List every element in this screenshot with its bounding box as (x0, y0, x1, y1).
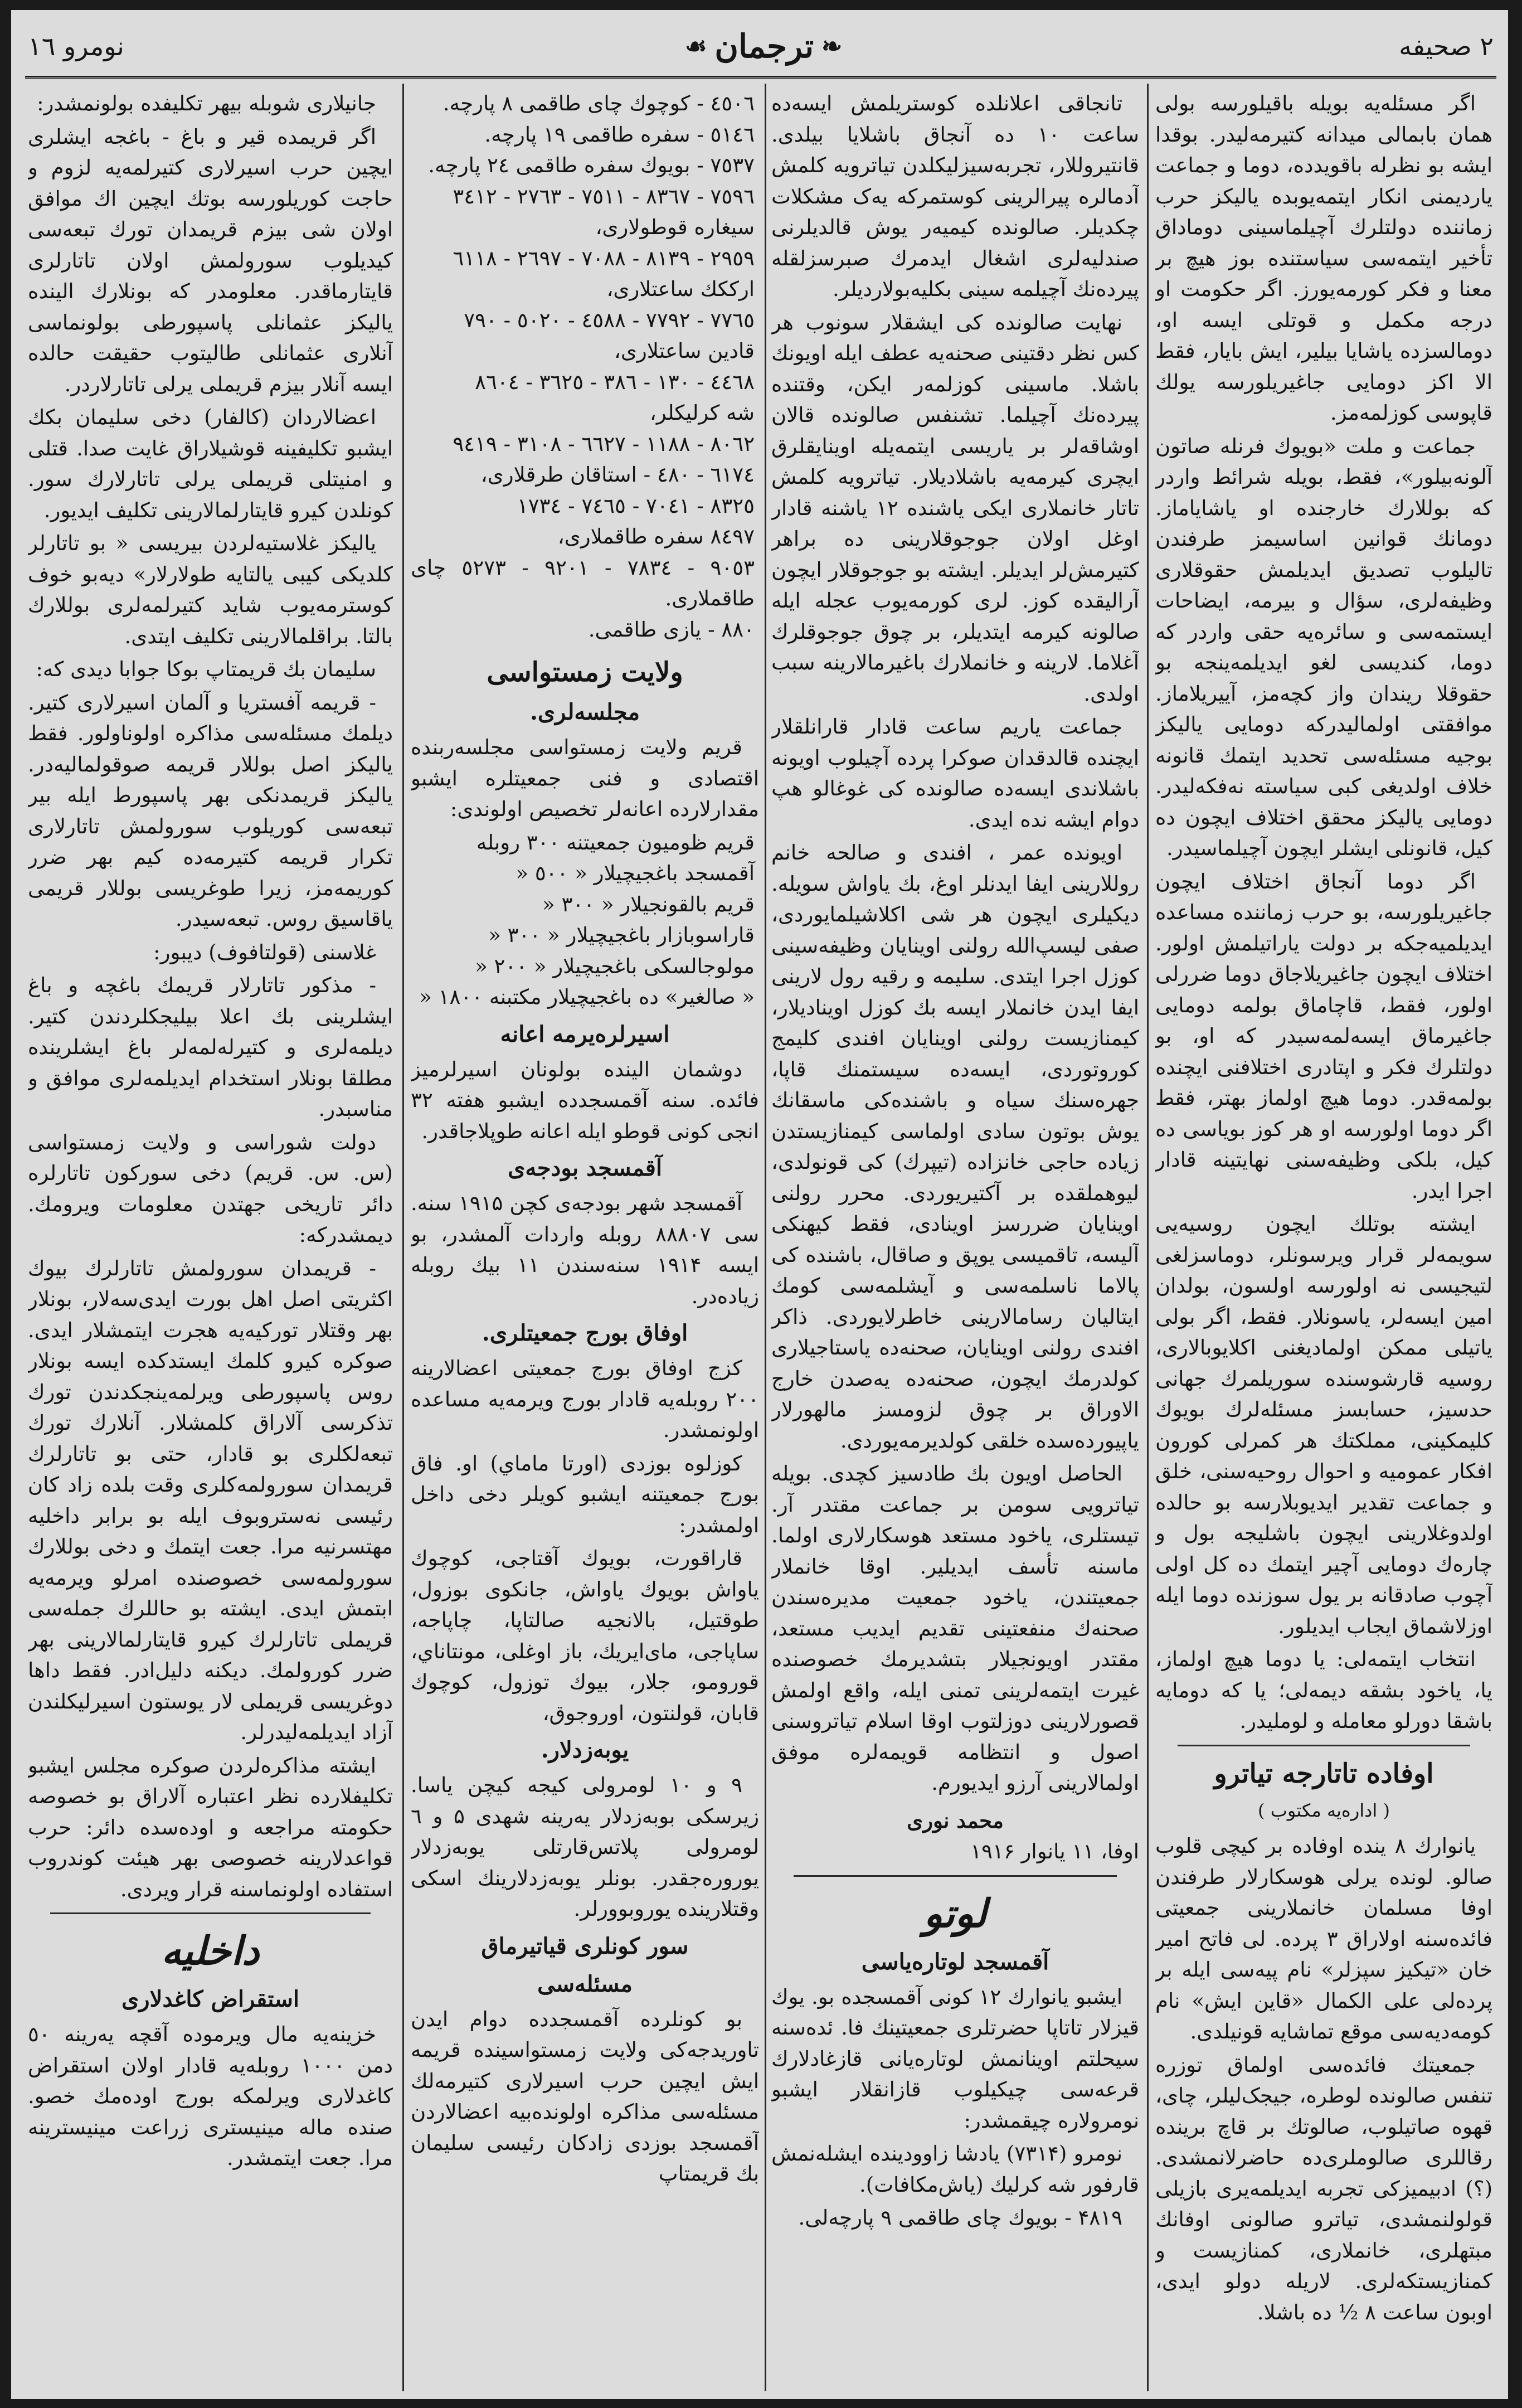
article-paragraph: ایشته بوتلك ایچون روسیه‌یی سویمه‌لر قرار ویرسونلر، دوماسزلغی لتیجیسی نه اولورسه اولسون، بولدان امین ایسه‌لر، یاسونلار. فقط، اگر بولی یاتیلی ممکن اولمادیغنی اکلایوبالاری، روسیه قارشوسنده سوریلمرك جهانی حدسیز، حسابسز مسئله‌لرك بویوك کلیمکینی، مملکتك هر کمرلی کورون افکار عمومیه و احوال روحیه‌سنی، خلق و جماعت تقدیر ایدیوبلارسه بو حالده اولدوغلارینی ایچون باشلیجه بول و چاره‌ك دومایی آچیر ایتمك ده کل اولی آچوب صادقانه بر یول سوزنده دوما ایله اوزلاشماق ایجاب ایدیلور. (1155, 1212, 1492, 1638)
article-paragraph: - مذکور تاتارلار قریمك باغچه و باغ ایشلرینی بك اعلا بیلیجکلردندن کتیر. دیلمه‌لری و کتیرله‌لمه‌لر باغ ایشلرینده مطلقا بونلار استخدام ایدیلمه‌لری موافق و مناسبدر. (28, 973, 393, 1121)
article-paragraph: اگر دوما آنجاق اختلاف ایچون جاغیریلورسه، بو حرب زماننده مساعده ایدیلمیه‌جکه بر دولت یاراتیلمش اولور. اختلاف ایچون جاغیریلاجاق دوما ضررلی اولور، فقط، قاچاماق بولمه دومایی جاغیرماق ایسه‌لمه‌سیدر که او، بو دولتلرك فکر و اپتادری اختلافنی ایچنده بولمه‌قدر. دوما هیچ اولماز بهتر، فقط اگر دوما اولورسه او هر کوز بویاسی ده کیل، بلکی وظیفه‌سنی نهایتینه قادار اجرا ایدر. (1155, 869, 1492, 1203)
domestic-calligraphy-heading: داخلیه (161, 1928, 260, 1974)
column-divider (402, 84, 404, 2391)
weddings-paragraph: ۹ و ۱۰ لومرولی کیجه کیچن یاسا. زیرسکی بوبه‌زدلار یه‌رینه شهدی ۵ و ٦ لومرولی پلاتس‌قارتلی یوبه‌زدلار یوروره‌جقدر. بونلر یوبه‌زدلارینك اسکی وقتلارینده یوروبوورلر. (411, 1773, 759, 1921)
list-item: ۸۸۰ - یازی طاقمی. (588, 617, 755, 642)
list-item: ٩٠٥٣ - ٧٨٣٤ - ٩٢٠١ - ٥٢٧٣ چای طاقملاری. (411, 555, 755, 610)
masthead-rule (25, 76, 1496, 79)
list-item: شه کرلیکلر، (649, 401, 755, 425)
loan-heading: استقراض کاغدلاری (121, 1986, 299, 2012)
list-item: ٨٤٩٧ سفره طاقملاری، (557, 525, 755, 548)
article-date: اوفا، ۱۱ یانوار ۱۹۱۶ (970, 1839, 1139, 1863)
list-item: ٤٥٠٦ - کوچوك چای طاقمی ۸ پارچه. (443, 91, 755, 115)
section-rule (794, 1875, 1117, 1877)
weddings-heading: یوبه‌زدلار. (541, 1737, 629, 1763)
article-paragraph: جماعت و ملت «بویوك فرنله صاتون آلونه‌بیلور»، فقط، بویله شرائط واردر که بوللارك خارجنده او یاشایاماز. دومانك قوانین اساسیمز طرفندن تالیلوب تصدیق ایدیلمش حقوقلاری وظیفه‌لری، سؤال و بیرمه، ایضاحات ایستمه‌سی و سائره‌یه حقی واردر که دوما، کندیسی لغو ایدیلمه‌ینجه بو حقوقلا ریندان واز کچه‌مز، آییریلاماز. موافقتی اولمالیدرکه دومایی یالیکز بوجیه مسئله‌سی تحدید ایتمك قانونه خلاف اولدیغی کبی سیاسته نه‌فکه‌لیدر. دومایی یالیکز محقق اختلاف ایچون ده کیل، قانونلی ایشلر ایچون آچیلماسیدر. (1155, 434, 1492, 860)
list-item: قریم ظومیون جمعیتنه ٣٠٠ روبله (476, 830, 755, 855)
soup-subheading: مسئله‌سی (537, 1970, 633, 1997)
list-item: ٢٩٥٩ - ٨١٣٩ - ٧٠٨٨ - ٢٦٩٧ - ٦١١٨ (453, 246, 755, 270)
article-paragraph: - قریمه آفستریا و آلمان اسیرلاری کتیر. دیلمك مسئله‌سی مذاکره اولوناولور. فقط یالیکز اصل بوللار قریمه صوقولمالیه‌در. یالیکز قریمدنکی بهر پاسپورط ایله بیر تبعه‌سی کوریلوب سورولمش تاتارلاری تکرار قریمه کتیرمه‌ده کیم بهر ضرر کوریمه‌مز، زیرا طوغریسی بوللار قریمی یاقاسیق روس. تبعه‌سیدر. (28, 690, 393, 931)
list-item: ٧٧٦٥ - ٧٧٩٢ - ٤٥٨٨ - ٥٠٢٠ - ٧٩٠ (464, 308, 755, 332)
newspaper-sheet (11, 10, 1508, 2399)
lottery-results-list (411, 88, 759, 645)
list-item: مولوجالسکی باغجیچیلار « ٢٠٠ « (475, 954, 755, 978)
lottery-calligraphy-heading: لوتو (923, 1890, 987, 1936)
issue-number-text: نومرو ١٦ (28, 31, 124, 61)
theatre-paragraph: نهایت صالونده کی ایشقلار سونوب هر کس نظر دقتینی صحنه‌یه عطف ایله اویونك باشلا. ماسینی کوزلمه‌ر ایکن، وقتنده پیرده‌نك آچیلما. تشنفس صالونده قالان اوشاقه‌لر بر یاریسی ایتمه‌یله اوینایقلرق ایچری کیرمه‌یه باشلادیلار. تیاترویه کلمش تاتار خانملاری ایکی یاشنده ۱۲ یاشنه قادار اوغل اولان جوجوقلارینی ده براهر کتیرمش‌لر ایدیلر. ایشته بو جوجوقلار ایچون آرالیقده کوز. لری کورمه‌یوب عجله ایله صالونه کیرمه ایتدیلر، بر چوق جوجوقلرك آغلاما. لارینه و خانملارك باغیرمالارینه سبب اولدی. (771, 310, 1139, 706)
author-signature: محمد نوری (907, 1808, 1004, 1833)
article-paragraph: - قریمدان سورولمش تاتارلرك بیوك اکثریتی اصل اهل بورت ایدی‌سه‌لار، بونلار بهر وقتلار تورکیه‌یه هجرت ایتمشلار ایدی. صوکره کیرو کلمك ایستدکده ایسه بونلار روس پاسپورطی ویرلمه‌ینجکدندن تورك تذکرسی آلاراق کلمشلار. آنلارك تورك تبعه‌لکلری بو قادار، حتی بو تاتارلرك قریمدان سورولمه‌کلری وقت بلده زاد کان رئیسی نه‌ستروبوف ایله بو برابر داخلیه مهتسرنیه مرا. جعت ایتمك و دخی بوللارك سورولمه‌سی خصوصنده امرلو ویرمه‌یه ابتمش ایدی. ایشته بو حاللرك جمله‌سی قریملی تاتارلرك کیرو قایتارلمالارینی بهر ضرر کورولمك. دیکنه دلیل‌ادر. فقط داها دوغریسی قریملی لار یوستون اسیرلیکلندن آزاد ایدیلمه‌لیدرلر. (28, 1256, 393, 1744)
captives-paragraph: دوشمان الینده بولونان اسیرلرمیز فائده. سنه آقمسجدده ایشبو هفته ۳۲ انجی کونی قوطو ایله اعانه طوپلاجاقدر. (411, 1057, 759, 1143)
list-item: قاراسوبازار باغجیچیلار « ٣٠٠ « (488, 923, 755, 947)
article-paragraph: اعضالاردان (کالفار) دخی سلیمان بکك ایشبو تکلیفینه قوشیلاراق غایت صدا. قتلی و امنیتلی قریملی یرلی تاتارلارك سور. کونلدن کیرو قایتارلمالارینی تکلیف ایدیور. (28, 405, 393, 522)
article-paragraph: اگر قریمده قیر و باغ - باغجه ایشلری ایچین حرب اسیرلاری کتیرلمه‌یه لزوم و حاجت کوریلورسه بوتك ایچین اك موافق اولان شی بیزم قریمدان تورك تبعه‌سی کیدیلوب سورولمش اولان تاتارلری قایتارماقدر. معلومدر که بونلارك الینده یالیکز عثمانلی پاسپورطی بولونماسی آنلاری عثمانلی طالیتوب حقیقت حالده ایسه آنلار بیزم قریملی یرلی تاتارلاردر. (28, 124, 393, 396)
paper-title (646, 21, 881, 71)
coop-paragraph: قاراقورت، بویوك آقتاجی، کوچوك یاواش بویوك یاواش، جانکوی بوزول، طوقتیل، بالانجیه صالتاپا، چاپاجه، ساپاجی، مای‌ایریك، باز اوغلی، مونتاناي، قورومو، جلار، بیوك توزول، کوچوك قابان، قولنتون، اوروجوق، (411, 1546, 759, 1725)
list-item: ٧٥٩٦ - ٨٣٦٧ - ٧٥١١ - ٢٧٦٣ - ٣٤١٢ (453, 184, 755, 208)
captives-heading: اسیرلره‌یرمه اعانه (500, 1021, 670, 1047)
list-item: قادین ساعتلاری، (614, 339, 755, 363)
council-heading: ولایت زمستواسی (487, 657, 683, 688)
ornament-right-icon: ❧ (821, 32, 843, 61)
list-item: « صالغیر» ده باغجیچیلار مکتبنه ١٨٠٠ « (419, 985, 755, 1009)
column-2 (771, 88, 1139, 2385)
column-divider (1147, 84, 1149, 2391)
article-paragraph: سلیمان بك قریمتاپ بوکا جوابا دیدی که: (36, 657, 376, 681)
lottery-heading: آقمسجد لوتاره‌یاسی (861, 1948, 1049, 1975)
list-item: آقمسجد باغجیچیلار « ٥٠٠ « (516, 861, 755, 885)
article-paragraph: اگر مسئله‌یه بویله باقیلورسه بولی همان بابمالی میدانه کتیرمه‌لیدر. بوقدا ایشه بو نظرله باقویدده، دوما و جماعت یاردیمنی انکار ایتمه‌یوبده یالیکز حرب زماننده دولتلرك آچیلماسینی دوماداق تأخیر ایتمه‌سی سیاستنده بوز هیچ بر معنا و فکر کورمه‌یورز. اگر حکومت او درجه مکمل و قوتلی ایسه او، دومالسزده یاشایا بیلیر، ایش بایار، فقط الا اکز دومایی جاغیریلورسه یولك قاپوسی کوزلمه‌مز. (1155, 91, 1492, 425)
grants-list (411, 827, 759, 1013)
article-paragraph: یالیکز غلاستیه‌لردن بیریسی « بو تاتارلر کلدیکی کیبی یالتایه طولارلار» دیه‌بو خوف کوسترمه‌یوب شاید کتیرلمه‌لری بوللارك بالتا. براقلمالارینی تکلیف ایتدی. (28, 531, 393, 648)
budget-heading: آقمسجد بودجه‌ی (508, 1155, 662, 1181)
lottery-paragraph: ۴۸۱۹ - بویوك چای طاقمی ۹ پارچه‌لی. (798, 2206, 1122, 2230)
column-divider (765, 84, 766, 2391)
section-rule (50, 1912, 371, 1914)
theatre-subheading: ( اداره‌یه مکتوب ) (1258, 1799, 1390, 1821)
ornament-left-icon: ☙ (684, 32, 707, 61)
coop-heading: اوفاق بورج جمعیتلری. (482, 1320, 688, 1346)
article-paragraph: غلاسنی (قولتافوف) دیبور: (153, 940, 376, 964)
column-1 (1155, 88, 1492, 2385)
theatre-paragraph: یانوارك ۸ ینده اوفاده بر کیچی قلوب صالو. لونده یرلی هوسکارلار طرفندن اوفا مسلمان خانملارینی جمعیتی فائده‌سنه اولاراق ۳ پرده. لی فاتح امیر خان «تیکیز سپزلر» نام پیه‌سی ایله بر پرده‌لی علی الکمال «قاین ایش» نام کومه‌دیه‌سی موقع تماشایه قونیلدی. (1155, 1834, 1492, 2043)
article-paragraph: انتخاب ایتمه‌لی: یا دوما هیچ اولماز، یا، یاخود بشقه دیمه‌لی؛ یا که دومایه باشقا دورلو معامله و لوملیدر. (1155, 1647, 1492, 1733)
theatre-heading: اوفاده تاتارجه تیاترو (1214, 1758, 1434, 1789)
soup-heading: سور کونلری قیاتیرماق (481, 1933, 689, 1959)
theatre-paragraph: تانجاقی اعلانلده کوستریلمش ایسه‌ده ساعت ۱۰ ده آنجاق باشلایا بیلدی. قانتیروللار، تجربه‌سیزلیکلدن تیاترویه کلمش آدمالره پیرالرینی کوستمرکه یه‌ک مشکلات چکدیلر. صالونده کیمیه‌ر یوش قالدیلرنی صندلیه‌لری اشغال ایدمرك صبرسزلقله پیرده‌نك آچیلمه‌ سینی بکلیه‌بولاردیلر. (771, 91, 1139, 301)
list-item: ٨٣٢٥ - ٧٠٤١ - ٧٤٦٥ - ١٧٣٤ (517, 493, 755, 518)
theatre-paragraph: اویونده عمر ، افندی و صالحه خانم روللارینی ایفا ایدنلر اوغ، بك یاواش سویله. دیکیلری ایچون هر شی اکلاشیلمایوردی، صفی لیسپ‌الله رولنی اوینایان وظیفه‌سینی کوزل اجرا ایتدی. سلیمه و رقیه رول لارینی ایفا ایدن خانملار ایسه بك کوزل اوینادیلار، کیمنازیست رولنی اوینایان افندی کلیمج کوروتوردی، ایسه‌ده سیستمنك قاپا، جهره‌سنك سیاه و باشنده‌کی ماسقانك یوش بوتون سادی اولماسی کیمنازیستدن زیاده حاجی خانزاده (تیپرك) کی قونولدی، لیوهملقده بر آکتیریوردی. محرر رولنی اوینایان ضررسز اوینادی، فقط کیهنکی آلیسه، تاقمیسی یوپق و صاقال، باشنده کی پالاما ناسلمه‌سی و آیشلمه‌سی کومك ایتالیان رسامالارینی خاطرلایوردی. ذاکر افندی رولنی اوینایان، صحنه‌ده یاستاجیلاری کولدرمك ایچون، صحنه‌ده یه‌صدن خارج الاوراق بر چوق لزومسز مالهورلار یاپیورده‌سده خلقی کولدیرمه‌یوردی. (771, 841, 1139, 1453)
list-item: ٨٠٦٢ - ١١٨٨ - ٦٦٢٧ - ٣١٠٨ - ٩٤١٩ (453, 431, 755, 456)
soup-paragraph: بو کونلرده آقمسجدده دوام ایدن تاورید‌جه‌کی ولایت زمستواسینده قریمه ایش ایچین حرب اسیرلاری کتیرمه‌لك مسئله‌سی مذاکره اولونده‌بیه اعضالاردن آقمسجد بوزدی زادکان رئیسی سلیمان بك قریمتاپ (411, 2007, 759, 2186)
article-paragraph: ایشته مذاکره‌لردن صوکره مجلس ایشبو تکلیفلارده نظر اعتباره آلاراق بو خصوصه حکومته مراجعه و اوده‌سده دائر: حرب قواعدلارینه خصوصی بهر هیئت کوندروب استفاده اولونماسنه قرار ویردی. (28, 1753, 393, 1901)
theatre-paragraph: الحاصل اویون بك طادسیز کچدی. بویله تیاترویی سومن بر جماعت مقتدر آر. تیستلری، یاخود مستعد هوسکارلاری اولما. ماسنه تأسف ایدیلیر. اوقا خانملار جمعیتندن، یاخود جمعیت مدیره‌سندن صحنه‌ك منفعتینی تقدیم ایدیب مستعد، مقتدر اویونجیلار بتشدیرمك خصوصنده غیرت ایتمه‌لرینی تمنی ایله، واقع اولمش قصورلارینی دوزلتوب اوقا اسلام تیاترو‌سنی اصول و انتظامه قویمه‌لره موفق اولمالارینی آرزو ایدیورم. (771, 1462, 1139, 1795)
list-item: ٧٥٣٧ - بویوك سفره طاقمی ٢٤ پارچه. (428, 153, 755, 177)
list-item: سیغاره قوطولاری، (595, 215, 755, 239)
council-paragraph: قریم ولایت زمستواسی مجلسه‌ربنده اقتصادی و فنی جمعیتلره ایشبو مقدارلارده اعانه‌لر تخصیص اولوندی: (411, 735, 759, 821)
column-3 (411, 88, 759, 2385)
page-label-text: ۲ صحیفه (1399, 31, 1494, 61)
column-4 (28, 88, 393, 2385)
section-rule (1178, 1745, 1470, 1746)
issue-number (28, 21, 340, 71)
page-label (1193, 21, 1494, 71)
loan-paragraph: خزینه‌یه مال ویرموده آقچه یه‌رینه ٥٠ دمن ١٠٠٠ روبله‌یه قادار اولان استقراض کاغدلاری ویرلمکه بورج اوده‌مك خصو. صنده ماله مینیستری زراعت مینیسترینه مرا. جعت ایتمشدر. (28, 2022, 393, 2170)
list-item: ارککك ساعتلاری، (606, 277, 755, 301)
lottery-paragraph: نومرو (۷۳۱۴) یادشا زاوودینده ایشله‌نمش قارفور شه کرلیك (یاش‌مکافات). (771, 2142, 1139, 2197)
theatre-paragraph: جماعت یاریم ساعت قادار قارانلقلار ایچنده قالدقدان صوکرا پرده آچیلوب اویونه باشلاندی ایسه‌ده صالونده کی غوغالو هپ دوام ایشه نده ایدی. (771, 715, 1139, 832)
paper-title-text: ترجمان (714, 27, 814, 65)
coop-paragraph: کوزلوه بوزدی (اورتا ماماي) او. فاق بورج جمعیتنه ایشبو کویلر دخی داخل اولمشدر: (411, 1451, 759, 1537)
article-paragraph: دولت شوراسی و ولایت زمستواسی (س. س. قریم) دخی سورکون تاتارلره دائر تاریخی جهتدن معلومات ویرومك. دیمشدرکه: (28, 1130, 393, 1247)
budget-paragraph: آقمسجد شهر بودجه‌ی کچن ۱۹۱۵ سنه. سی ٨٨٨٠٧ روبله واردات آلمشدر، بو ایسه ۱۹۱۴ سنه‌سندن ۱۱ بیك روبله زیاده‌در. (411, 1191, 759, 1308)
coop-paragraph: کزج اوفاق بورج جمعیتی اعضالارینه ۲۰۰ روبله‌یه قادار بورج ویرمه‌یه مساعده اولونمشدر. (411, 1356, 759, 1442)
theatre-paragraph: جمعیتك فائده‌سی اولماق توزره تنفس صالونده لوطره، جیجک‌لیلر، چای، قهوه صاتیلوب، صالوتك بر قاچ برینده رقاللری صالوملری‌ده حاضرلانمشدی. (؟) ادبیمیزکی تجربه ایدیلمه‌یری بازیلی قولولنمشدی، تیاترو صالونی اوفانك مبتهلری، خانملاری، کمنازیست و کمنازیستکه‌لری. لاریله دولو ایدی، اوبون ساعت ۸ ½ ده باشلا. (1155, 2052, 1492, 2324)
list-item: ٥١٤٦ - سفره طاقمی ۱۹ پارچه. (484, 122, 755, 147)
list-item: قریم بالقونجیلار « ٣٠٠ « (542, 892, 755, 916)
lottery-paragraph: ایشبو یانوارك ۱۲ کونی آقمسجده بو. یوك قیزلار تاتاپا حضرتلری جمعیتینك فا. ئده‌سنه سیحلتم اوینانمش لوتاره‌یانی قازغادلارك قرعه‌سی چیکیلوب قازانقلار ایشبو نومرولاره چیقمشدر: (771, 1984, 1139, 2133)
list-item: ٤٤٦٨ - ١٣٠ - ٣٨٦ - ٣٦٢٥ - ٨٦٠٤ (475, 370, 755, 394)
article-paragraph: جانیلاری شوبله بیهر تکلیفده بولونمشدر: (37, 91, 376, 115)
list-item: ٦١٧٤ - ٤٨٠ - استاقان طرقلاری، (480, 463, 755, 487)
council-subheading: مجلسه‌لری. (529, 699, 640, 725)
